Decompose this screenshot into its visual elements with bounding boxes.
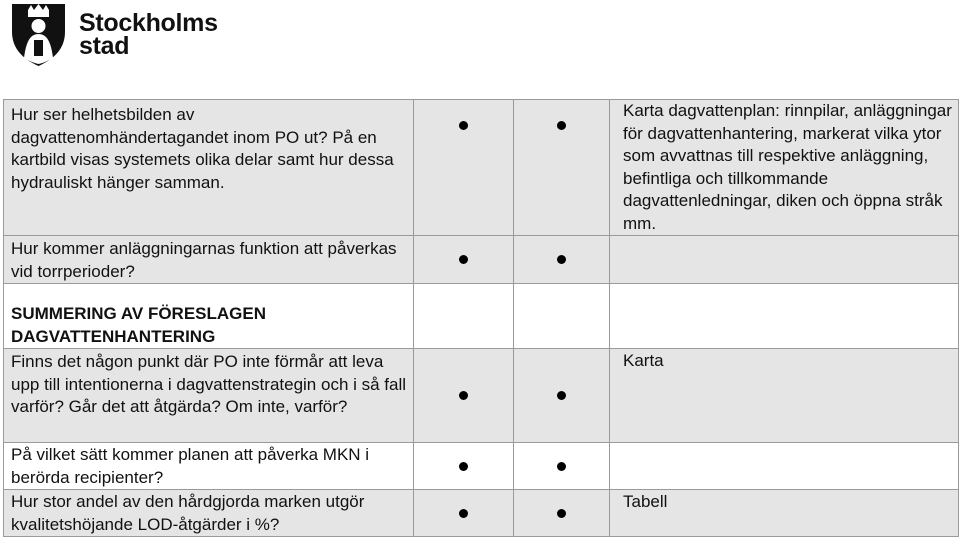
stockholm-crown-shield-icon <box>10 2 67 68</box>
bullet-icon <box>459 462 468 471</box>
comment-cell: Tabell <box>610 490 959 537</box>
table-row <box>4 100 959 236</box>
checklist-table <box>3 99 959 537</box>
question-cell: Hur stor andel av den hårdgjorda marken utgör kvalitetshöjande LOD-åtgärder i %? <box>4 490 414 537</box>
bullet-icon <box>557 121 566 130</box>
bullet-icon <box>557 255 566 264</box>
empty-cell <box>414 284 514 349</box>
dot-cell <box>414 349 514 443</box>
dot-cell <box>414 100 514 236</box>
comment-cell: Karta <box>610 349 959 443</box>
brand-wordmark <box>79 9 218 60</box>
question-cell: Hur kommer anläggningarnas funktion att påverkas vid torrperioder? <box>4 236 414 284</box>
empty-cell <box>610 284 959 349</box>
dot-cell <box>414 490 514 537</box>
dot-cell <box>514 100 610 236</box>
table-row <box>4 490 959 537</box>
comment-cell: Karta dagvattenplan: rinnpilar, anläggningar för dagvattenhantering, markerat vilka ytor som avvattnas till respektive anläggning, befintliga och tillkommande dagvattenledningar, diken och öppna stråk mm. <box>610 100 959 236</box>
table-row <box>4 236 959 284</box>
brand-line-1: Stockholms <box>79 9 218 37</box>
page-header <box>0 0 960 98</box>
bullet-icon <box>557 509 566 518</box>
dot-cell <box>514 236 610 284</box>
dot-cell <box>514 443 610 490</box>
bullet-icon <box>459 121 468 130</box>
comment-cell <box>610 443 959 490</box>
dot-cell <box>514 349 610 443</box>
empty-cell <box>514 284 610 349</box>
comment-cell <box>610 236 959 284</box>
table-row <box>4 443 959 490</box>
bullet-icon <box>557 391 566 400</box>
question-cell: Finns det någon punkt där PO inte förmår att leva upp till intentionerna i dagvattenstrategin och i så fall varför? Går det att åtgärda? Om inte, varför? <box>4 349 414 443</box>
question-cell: Hur ser helhetsbilden av dagvattenomhändertagandet inom PO ut? På en kartbild visas systemets olika delar samt hur dessa hydrauliskt hänger samman. <box>4 100 414 236</box>
stockholms-stad-logo <box>10 2 218 68</box>
question-cell: På vilket sätt kommer planen att påverka MKN i berörda recipienter? <box>4 443 414 490</box>
table-row <box>4 349 959 443</box>
section-heading: SUMMERING AV FÖRESLAGEN DAGVATTENHANTERING <box>4 284 414 349</box>
bullet-icon <box>459 391 468 400</box>
table-row <box>4 284 959 349</box>
dot-cell <box>414 443 514 490</box>
bullet-icon <box>459 255 468 264</box>
dot-cell <box>414 236 514 284</box>
brand-line-2: stad <box>79 32 130 60</box>
dot-cell <box>514 490 610 537</box>
bullet-icon <box>557 462 566 471</box>
bullet-icon <box>459 509 468 518</box>
